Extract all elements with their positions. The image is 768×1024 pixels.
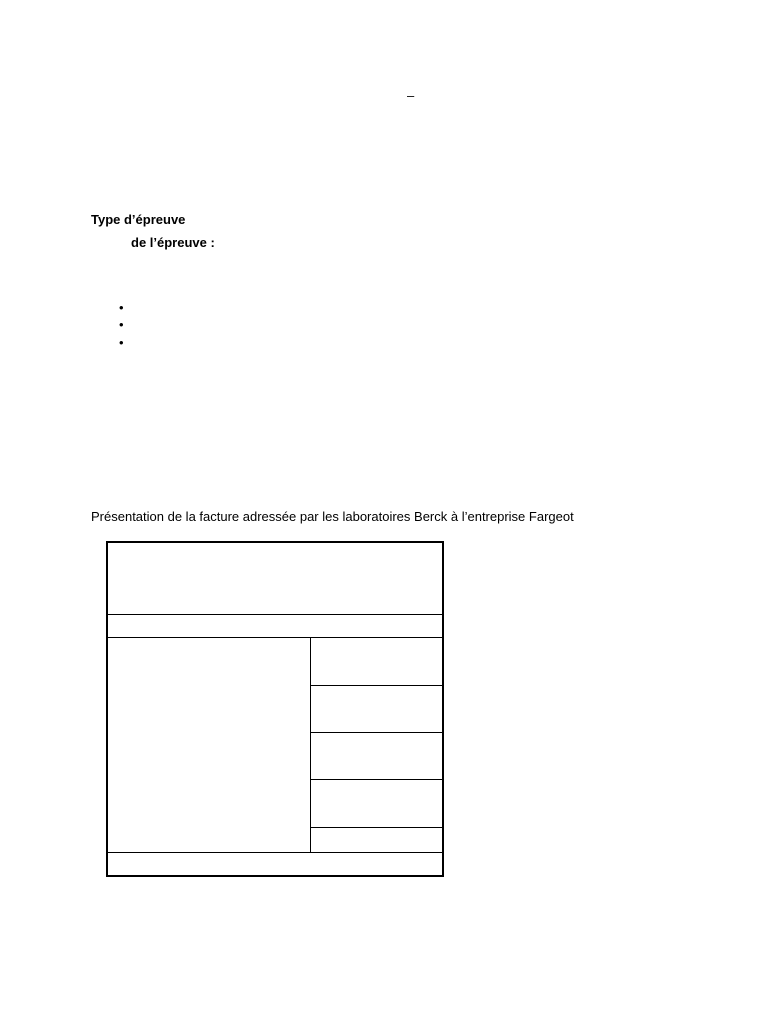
invoice-subheader-divider	[108, 637, 442, 638]
header-dash: –	[407, 88, 415, 103]
invoice-column-divider	[310, 637, 311, 852]
type-epreuve-label: Type d’épreuve	[91, 212, 186, 227]
invoice-footer-divider	[108, 852, 442, 853]
bullet-item: •	[119, 335, 124, 350]
epreuve-label: de l’épreuve :	[131, 235, 215, 250]
invoice-caption: Présentation de la facture adressée par les laboratoires Berck à l’entreprise Fargeot	[91, 509, 574, 524]
invoice-cell-divider	[310, 685, 442, 686]
invoice-table	[106, 541, 444, 877]
bullet-item: •	[119, 317, 124, 332]
invoice-cell-divider	[310, 732, 442, 733]
bullet-item: •	[119, 300, 124, 315]
invoice-header-divider	[108, 614, 442, 615]
invoice-cell-divider	[310, 827, 442, 828]
invoice-cell-divider	[310, 779, 442, 780]
